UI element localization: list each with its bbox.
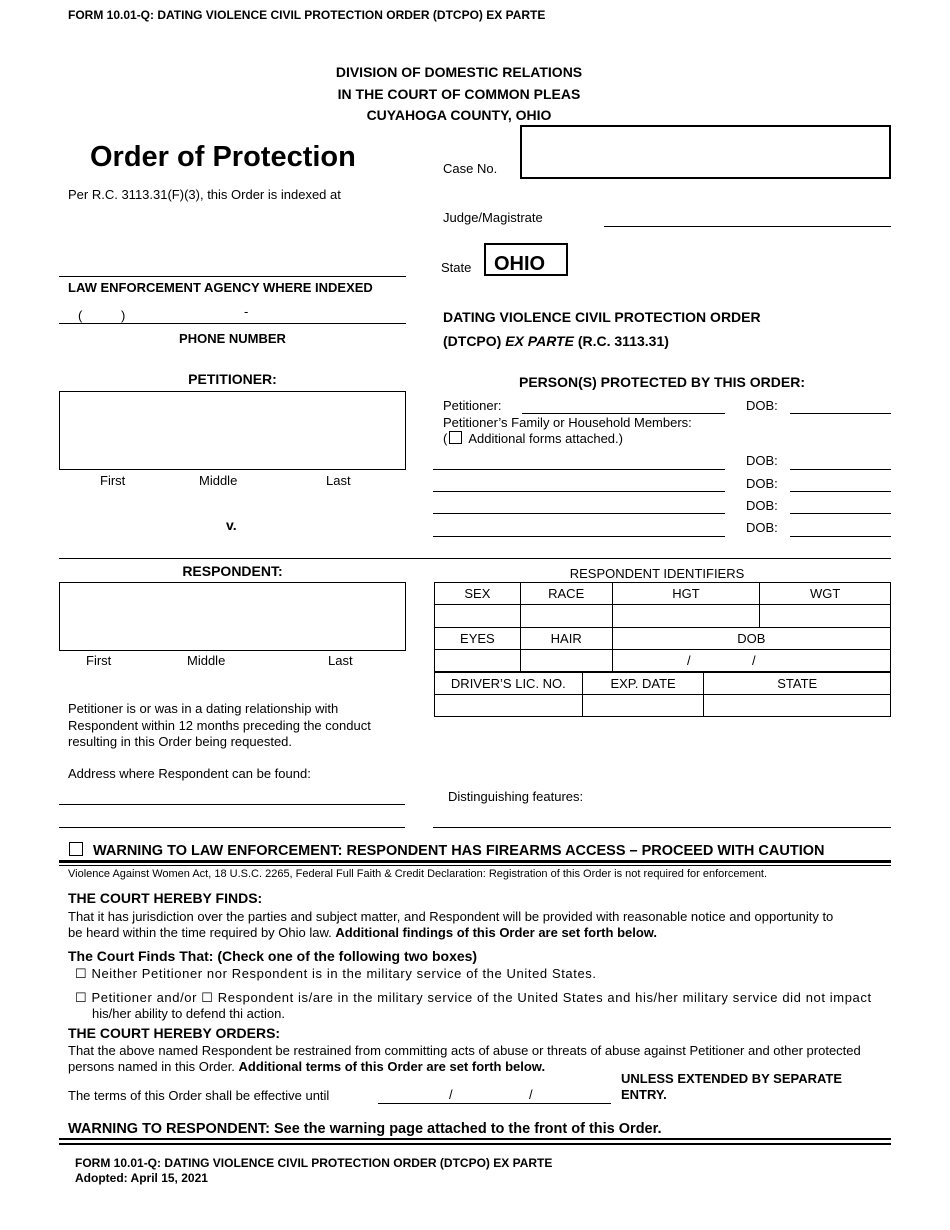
judge-field[interactable] [604, 226, 891, 227]
orders-text: That the above named Respondent be restrained from committing acts of abuse or threats of abuse against Petitioner and other protected persons named in this Order. Additional terms of this Order are set forth below. [68, 1043, 861, 1074]
id-hair-label: HAIR [520, 628, 612, 650]
phone-dash: - [244, 304, 249, 319]
page-title: Order of Protection [90, 141, 356, 173]
family-dob-label-3: DOB: [746, 498, 778, 513]
id-eyes-field[interactable] [435, 650, 521, 672]
petitioner-first-label: First [100, 473, 126, 488]
id-state-field[interactable] [704, 695, 891, 717]
indexed-note: Per R.C. 3113.31(F)(3), this Order is indexed at [68, 187, 341, 202]
family-member-line-1[interactable] [433, 469, 725, 470]
effective-slash-1: / [449, 1087, 453, 1102]
family-member-line-3[interactable] [433, 513, 725, 514]
military-option-service-cont: his/her ability to defend thi action. [92, 1006, 285, 1021]
agency-label: LAW ENFORCEMENT AGENCY WHERE INDEXED [68, 280, 373, 295]
identifiers-table-2 [434, 672, 891, 717]
court-division: DIVISION OF DOMESTIC RELATIONS [335, 64, 583, 80]
id-wgt-label: WGT [760, 583, 891, 605]
protected-petitioner-field[interactable] [522, 413, 725, 414]
family-dob-label-1: DOB: [746, 453, 778, 468]
petitioner-label: PETITIONER: [188, 371, 277, 387]
court-heading [259, 62, 659, 127]
military-option-none[interactable]: ☐ Neither Petitioner nor Respondent is in the military service of the United States. [75, 966, 597, 981]
versus: v. [226, 517, 237, 533]
id-license-field[interactable] [435, 695, 583, 717]
court-county: CUYAHOGA COUNTY, OHIO [366, 107, 552, 123]
firearms-rule-thin [59, 865, 891, 866]
distinguishing-field[interactable] [433, 827, 891, 828]
family-dob-label-4: DOB: [746, 520, 778, 535]
section-divider [59, 558, 891, 559]
respondent-middle-label: Middle [187, 653, 226, 668]
phone-label: PHONE NUMBER [179, 331, 286, 346]
footer-adopted: Adopted: April 15, 2021 [75, 1171, 208, 1185]
unless-extended: UNLESS EXTENDED BY SEPARATE ENTRY. [621, 1071, 843, 1102]
id-exp-field[interactable] [582, 695, 704, 717]
id-sex-field[interactable] [435, 605, 521, 628]
footer [75, 1156, 552, 1186]
agency-line[interactable] [59, 276, 406, 277]
family-dob-field-1[interactable] [790, 469, 891, 470]
id-race-label: RACE [520, 583, 612, 605]
protected-heading: PERSON(S) PROTECTED BY THIS ORDER: [519, 374, 805, 390]
firearms-warning: WARNING TO LAW ENFORCEMENT: RESPONDENT HAS FIREARMS ACCESS – PROCEED WITH CAUTION [69, 842, 824, 859]
respondent-name-box[interactable] [59, 582, 406, 651]
id-hgt-label: HGT [612, 583, 760, 605]
additional-forms-checkbox[interactable] [449, 431, 462, 444]
petitioner-middle-label: Middle [199, 473, 238, 488]
phone-paren-close: ) [121, 308, 126, 323]
order-title-line1: DATING VIOLENCE CIVIL PROTECTION ORDER [443, 309, 761, 325]
protected-dob-field[interactable] [790, 413, 891, 414]
case-no-field[interactable] [520, 125, 891, 179]
protected-dob-label: DOB: [746, 398, 778, 413]
warning-rule-1 [59, 1138, 891, 1140]
id-dob-field[interactable]: / / [612, 650, 890, 672]
family-dob-field-2[interactable] [790, 491, 891, 492]
protected-petitioner-label: Petitioner: [443, 398, 502, 413]
respondent-first-label: First [86, 653, 112, 668]
phone-paren-open: ( [78, 308, 83, 323]
family-dob-label-2: DOB: [746, 476, 778, 491]
order-title-line2: (DTCPO) EX PARTE (R.C. 3113.31) [443, 333, 669, 349]
warning-rule-2 [59, 1143, 891, 1145]
distinguishing-label: Distinguishing features: [448, 789, 584, 804]
id-wgt-field[interactable] [760, 605, 891, 628]
footer-form-line: FORM 10.01-Q: DATING VIOLENCE CIVIL PROTECTION ORDER (DTCPO) EX PARTE [75, 1156, 553, 1170]
family-member-line-4[interactable] [433, 536, 725, 537]
identifiers-table-1 [434, 582, 891, 672]
form-header: FORM 10.01-Q: DATING VIOLENCE CIVIL PROTECTION ORDER (DTCPO) EX PARTE [68, 8, 546, 22]
id-eyes-label: EYES [435, 628, 521, 650]
case-no-label: Case No. [443, 161, 498, 176]
id-hgt-field[interactable] [612, 605, 760, 628]
state-label: State [441, 260, 472, 275]
id-sex-label: SEX [435, 583, 521, 605]
effective-date-field[interactable] [378, 1103, 611, 1104]
family-label: Petitioner’s Family or Household Members: [443, 415, 692, 430]
id-exp-label: EXP. DATE [582, 673, 704, 695]
court-name: IN THE COURT OF COMMON PLEAS [337, 85, 581, 102]
id-race-field[interactable] [520, 605, 612, 628]
finds-that-heading: The Court Finds That: (Check one of the following two boxes) [68, 948, 478, 964]
firearms-rule-thick [59, 860, 891, 863]
finds-text: That it has jurisdiction over the parties and subject matter, and Respondent will be provided with reasonable notice and opportunity to be heard within the time required by Ohio law. Additional findings of this Order are set forth below. [68, 909, 834, 940]
orders-heading: THE COURT HEREBY ORDERS: [68, 1025, 281, 1041]
additional-forms: ( Additional forms attached.) [443, 431, 623, 446]
id-state-label: STATE [704, 673, 891, 695]
id-hair-field[interactable] [520, 650, 612, 672]
id-license-label: DRIVER’S LIC. NO. [435, 673, 583, 695]
military-option-service[interactable]: ☐ Petitioner and/or ☐ Respondent is/are in the military service of the United States and his/her military service did not impact [75, 990, 872, 1005]
family-member-line-2[interactable] [433, 491, 725, 492]
order-title [443, 305, 761, 353]
respondent-warning: WARNING TO RESPONDENT: See the warning page attached to the front of this Order. [68, 1121, 662, 1137]
address-line-2[interactable] [59, 827, 405, 828]
petitioner-last-label: Last [326, 473, 351, 488]
vawa-note: Violence Against Women Act, 18 U.S.C. 2265, Federal Full Faith & Credit Declaration: Registration of this Order is not required for enforcement. [68, 868, 768, 880]
respondent-last-label: Last [328, 653, 353, 668]
effective-label: The terms of this Order shall be effective until [68, 1088, 330, 1103]
relationship-statement: Petitioner is or was in a dating relationship with Respondent within 12 months preceding the conduct resulting in this Order being requested. [68, 701, 371, 749]
family-dob-field-3[interactable] [790, 513, 891, 514]
phone-line[interactable] [59, 323, 406, 324]
id-dob-label: DOB [612, 628, 890, 650]
identifiers-heading: RESPONDENT IDENTIFIERS [569, 566, 745, 581]
address-line-1[interactable] [59, 804, 405, 805]
address-label: Address where Respondent can be found: [68, 766, 311, 781]
petitioner-name-box[interactable] [59, 391, 406, 470]
judge-label: Judge/Magistrate [443, 210, 543, 225]
state-value: OHIO [484, 243, 568, 276]
respondent-label: RESPONDENT: [182, 563, 283, 579]
finds-heading: THE COURT HEREBY FINDS: [68, 890, 263, 906]
firearms-checkbox[interactable] [69, 842, 83, 856]
family-dob-field-4[interactable] [790, 536, 891, 537]
effective-slash-2: / [529, 1087, 533, 1102]
